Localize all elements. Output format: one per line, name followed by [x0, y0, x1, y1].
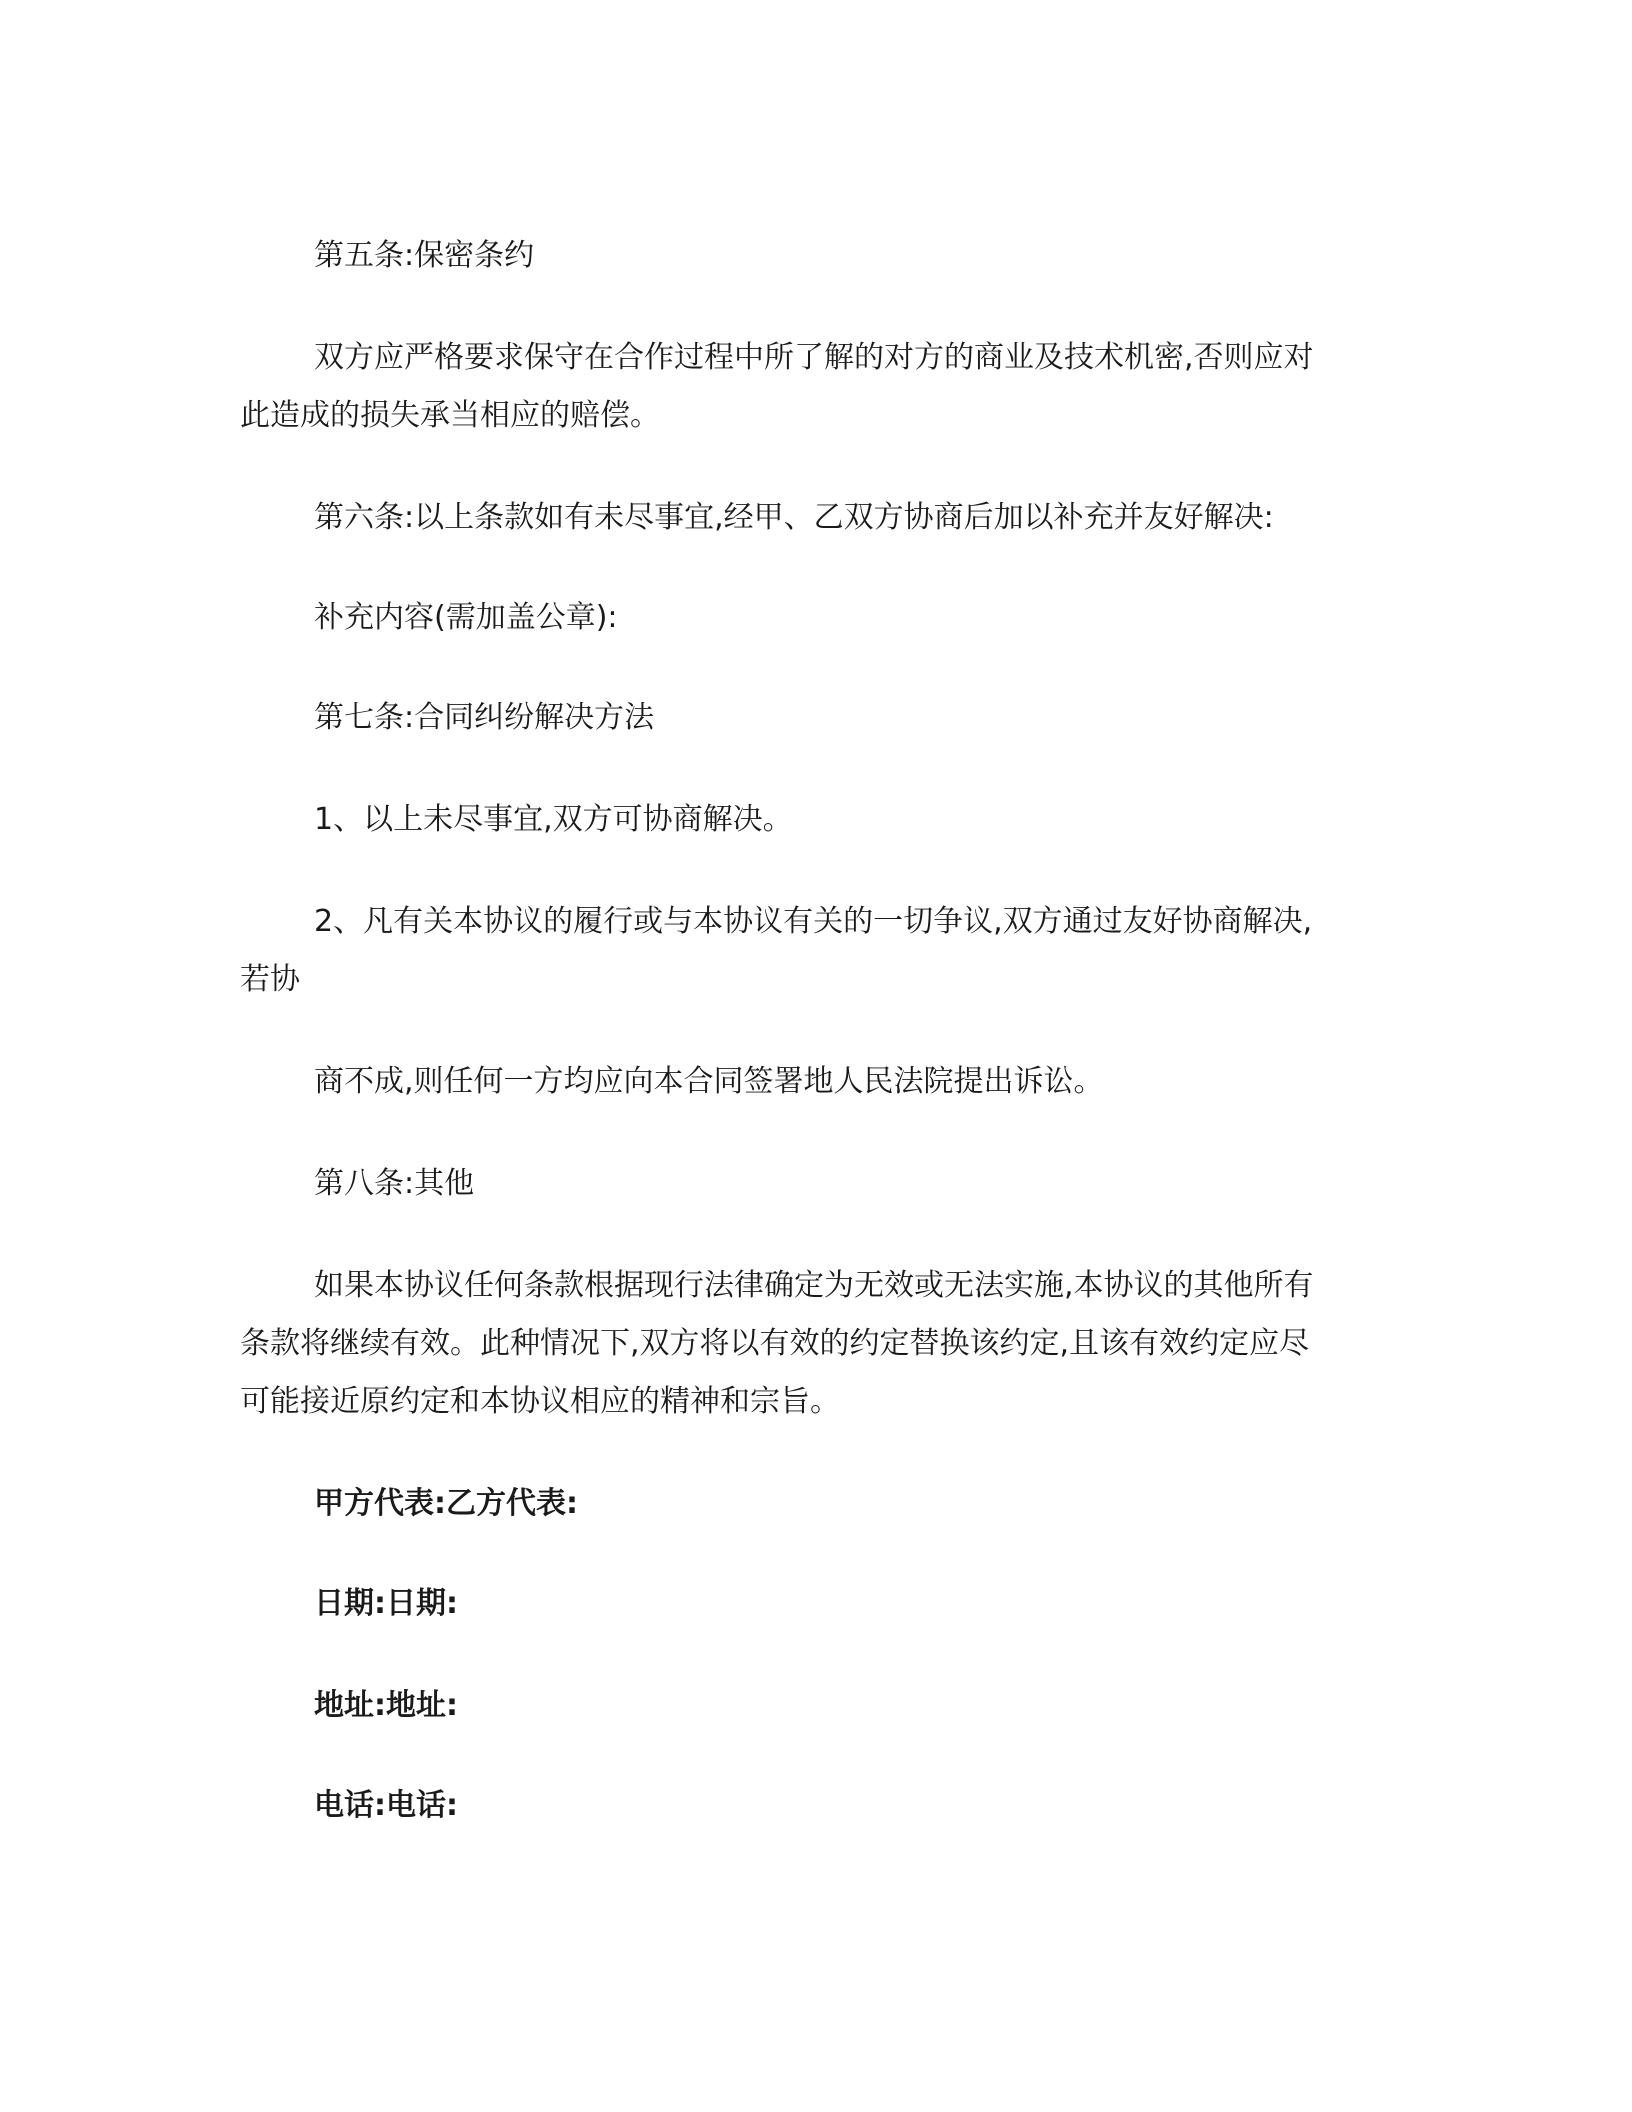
article7-item2-line3: 商不成,则任何一方均应向本合同签署地人民法院提出诉讼。 — [314, 1064, 1104, 1099]
article7-item2-line1: 2、凡有关本协议的履行或与本协议有关的一切争议,双方通过友好协商解决, — [314, 904, 1313, 939]
article6-supplement: 补充内容(需加盖公章): — [314, 600, 618, 635]
article8-body-line2: 条款将继续有效。此种情况下,双方将以有效的约定替换该约定,且该有效约定应尽 — [240, 1326, 1310, 1361]
article7-item1: 1、以上未尽事宜,双方可协商解决。 — [314, 802, 793, 837]
article8-heading: 第八条:其他 — [314, 1166, 475, 1201]
signature-addresses: 地址:地址: — [314, 1688, 458, 1723]
signature-phones: 电话:电话: — [314, 1788, 458, 1823]
signature-representatives: 甲方代表:乙方代表: — [314, 1486, 578, 1521]
signature-dates: 日期:日期: — [314, 1586, 458, 1621]
article8-body-line3: 可能接近原约定和本协议相应的精神和宗旨。 — [240, 1384, 840, 1419]
article5-body-line1: 双方应严格要求保守在合作过程中所了解的对方的商业及技术机密,否则应对 — [314, 340, 1314, 375]
article7-item2-line2: 若协 — [240, 962, 300, 997]
article6-heading: 第六条:以上条款如有未尽事宜,经甲、乙双方协商后加以补充并友好解决: — [314, 500, 1274, 535]
article5-heading: 第五条:保密条约 — [314, 238, 535, 273]
article7-heading: 第七条:合同纠纷解决方法 — [314, 700, 655, 735]
article5-body-line2: 此造成的损失承当相应的赔偿。 — [240, 398, 660, 433]
article8-body-line1: 如果本协议任何条款根据现行法律确定为无效或无法实施,本协议的其他所有 — [314, 1268, 1314, 1303]
